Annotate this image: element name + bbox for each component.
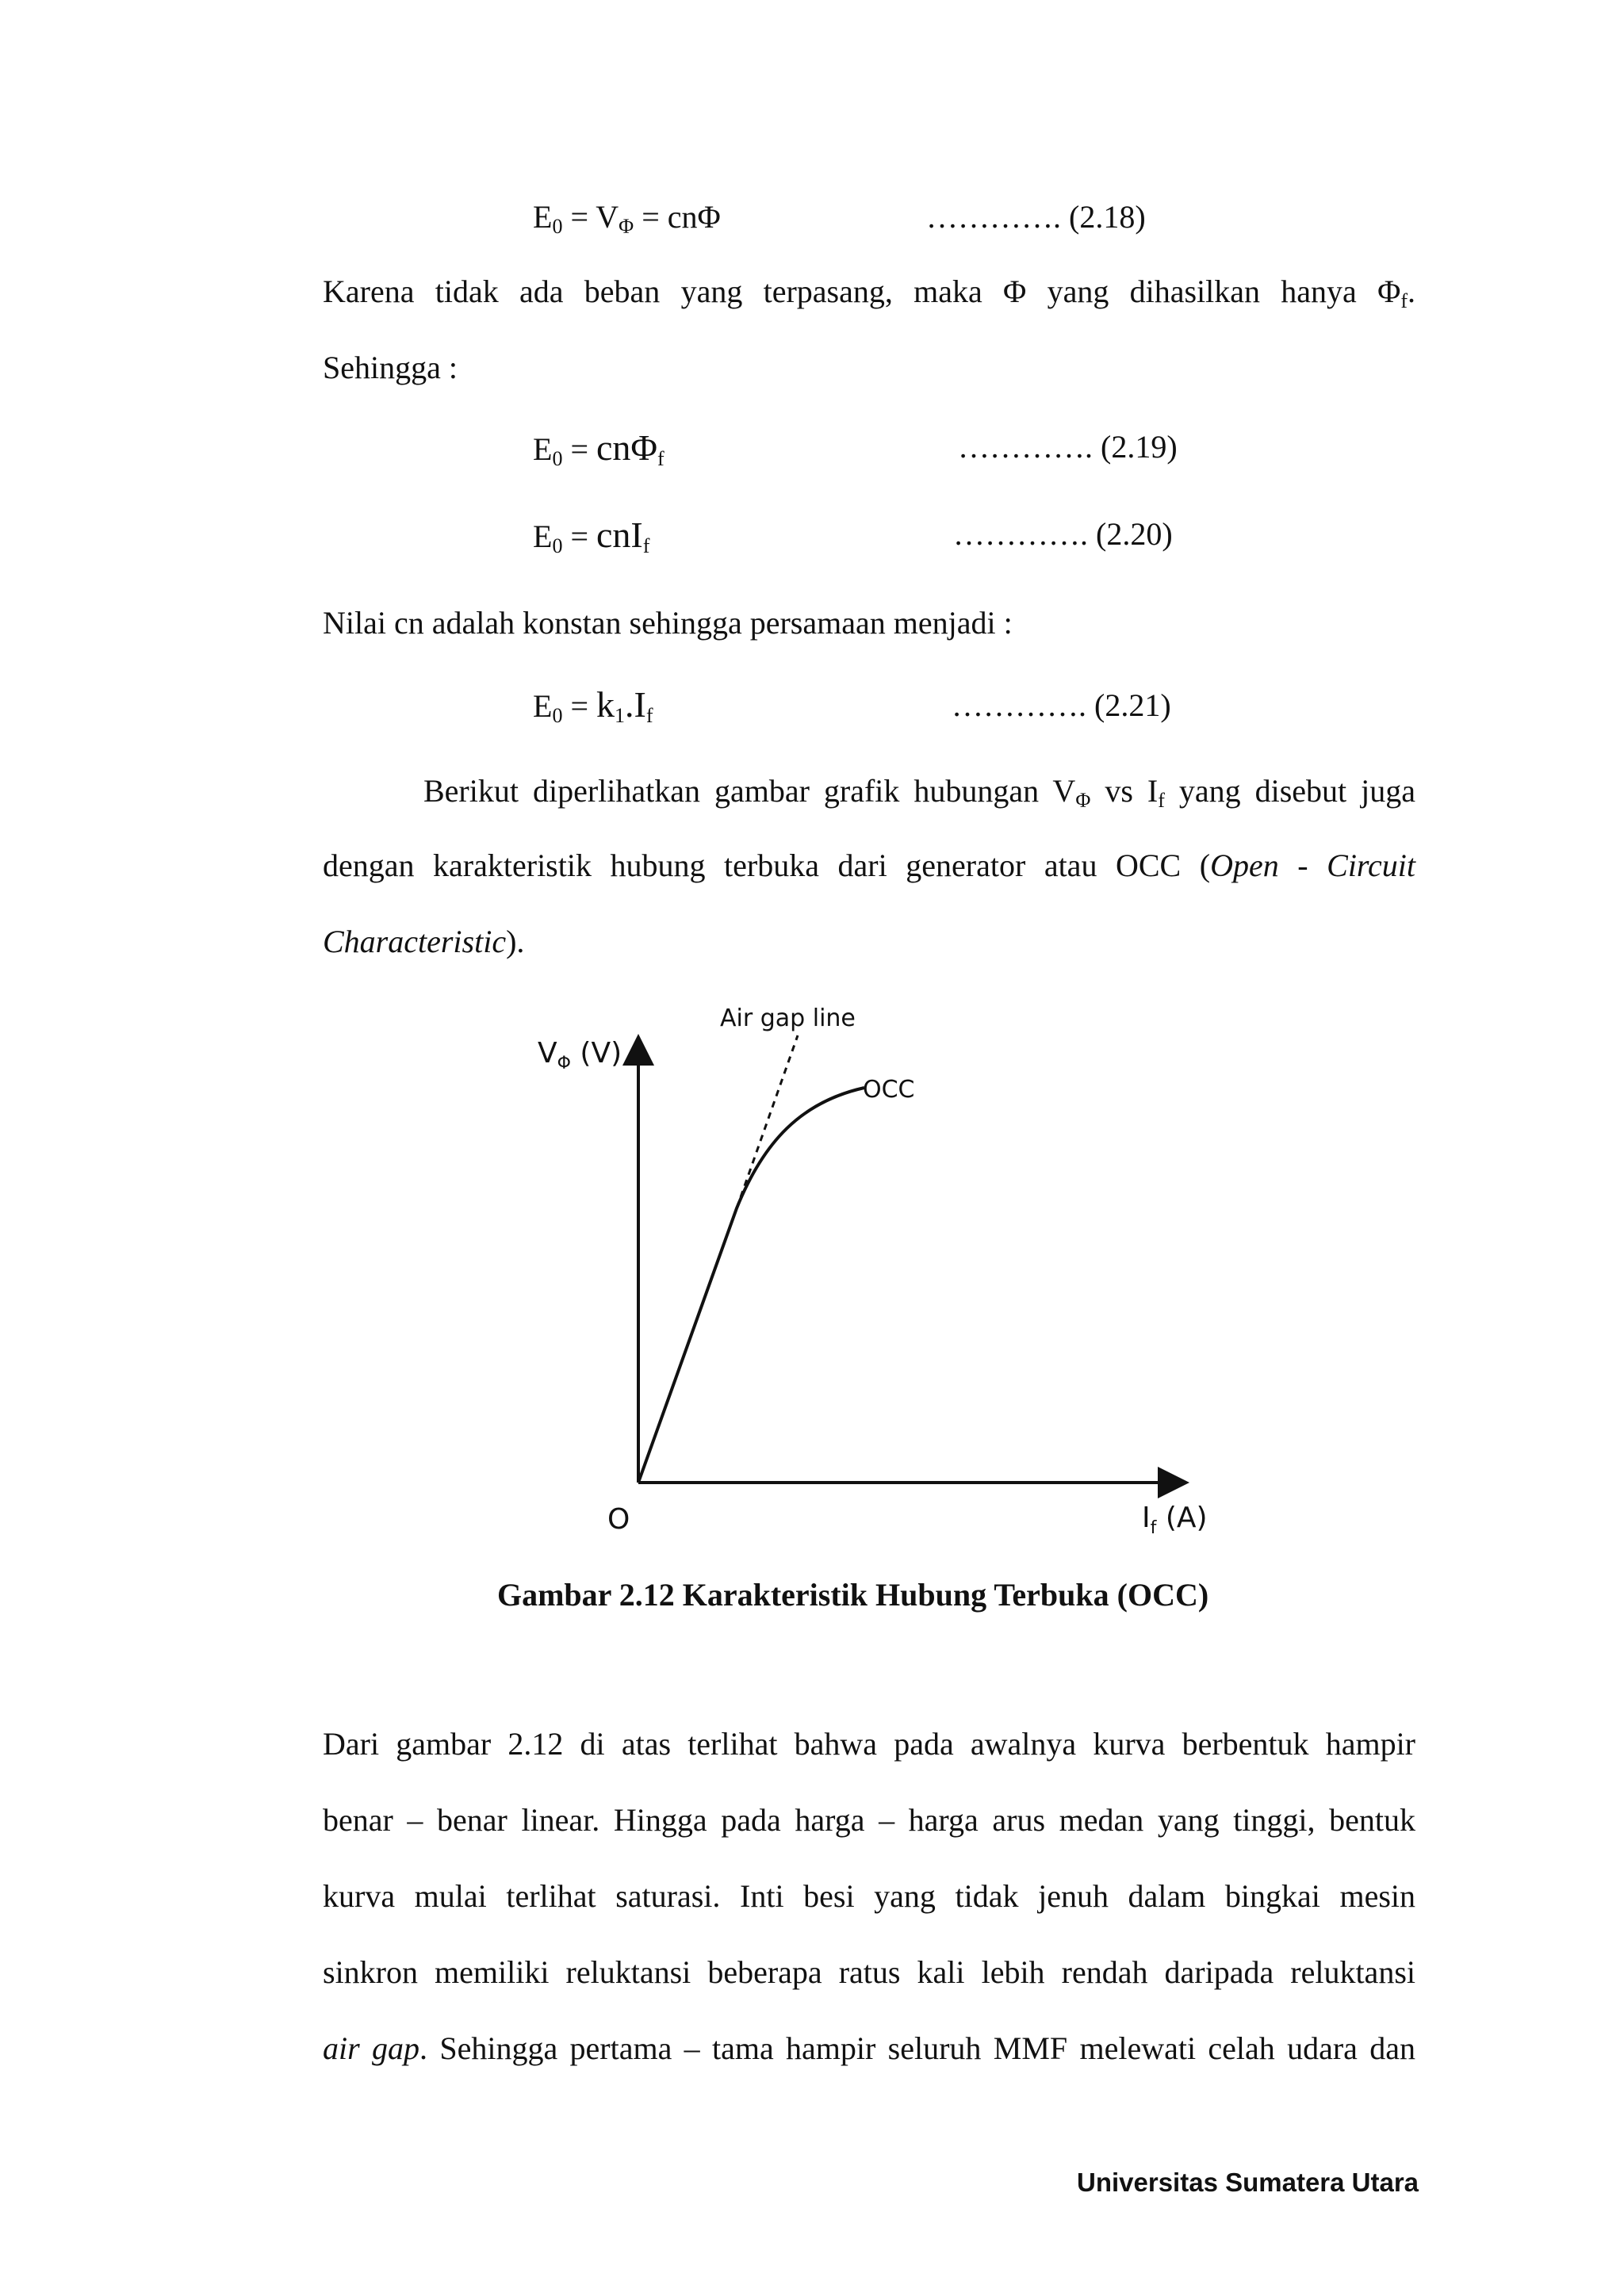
x-axis-label: $I_f$ (A)	[1142, 1502, 1208, 1538]
occ-label: OCC	[863, 1076, 915, 1104]
y-axis-label: $V_\Phi$ (V)	[538, 1037, 622, 1073]
equation-2-19: $E_0 = cn\Phi_f$	[533, 427, 665, 470]
air-gap-line	[737, 1035, 798, 1208]
paragraph-line: Nilai cn adalah konstan sehingga persamaan menjadi :	[323, 605, 1013, 641]
paragraph-line: air gap. Sehingga pertama – tama hampir seluruh MMF melewati celah udara dan	[323, 2030, 1415, 2066]
occ-figure	[508, 999, 1237, 1538]
paragraph-line: sinkron memiliki reluktansi beberapa ratus kali lebih rendah daripada reluktansi	[323, 1954, 1415, 1990]
occ-curve	[638, 1088, 864, 1483]
paragraph-line: Berikut diperlihatkan gambar grafik hubungan $V_\Phi$ vs $I_f$ yang disebut juga	[423, 773, 1415, 812]
equation-number-2-20: …………. (2.20)	[953, 516, 1173, 552]
paragraph-line: Karena tidak ada beban yang terpasang, maka Φ yang dihasilkan hanya $\Phi_f$.	[323, 274, 1415, 312]
equation-2-18: $E_0 = V_\Phi = cn\Phi$	[533, 199, 721, 238]
paragraph-line: kurva mulai terlihat saturasi. Inti besi yang tidak jenuh dalam bingkai mesin	[323, 1878, 1415, 1914]
paragraph-line: dengan karakteristik hubung terbuka dari generator atau OCC (Open - Circuit	[323, 848, 1415, 883]
equation-2-21: $E_0 = k_1.I_f$	[533, 684, 653, 727]
figure-caption: Gambar 2.12 Karakteristik Hubung Terbuka (OCC)	[497, 1577, 1209, 1613]
paragraph-line: Dari gambar 2.12 di atas terlihat bahwa pada awalnya kurva berbentuk hampir	[323, 1726, 1415, 1762]
paragraph-line: Sehingga :	[323, 350, 458, 385]
equation-number-2-18: …………. (2.18)	[926, 199, 1146, 235]
equation-number-2-19: …………. (2.19)	[958, 429, 1178, 465]
origin-label: O	[607, 1503, 630, 1536]
equation-2-20: $E_0 = cnI_f$	[533, 515, 650, 557]
footer-institution: Universitas Sumatera Utara	[1077, 2168, 1419, 2197]
equation-number-2-21: …………. (2.21)	[952, 687, 1171, 723]
paragraph-line: benar – benar linear. Hingga pada harga – harga arus medan yang tinggi, bentuk	[323, 1802, 1415, 1838]
air-gap-label: Air gap line	[720, 1004, 856, 1032]
paragraph-line: Characteristic).	[323, 924, 525, 959]
